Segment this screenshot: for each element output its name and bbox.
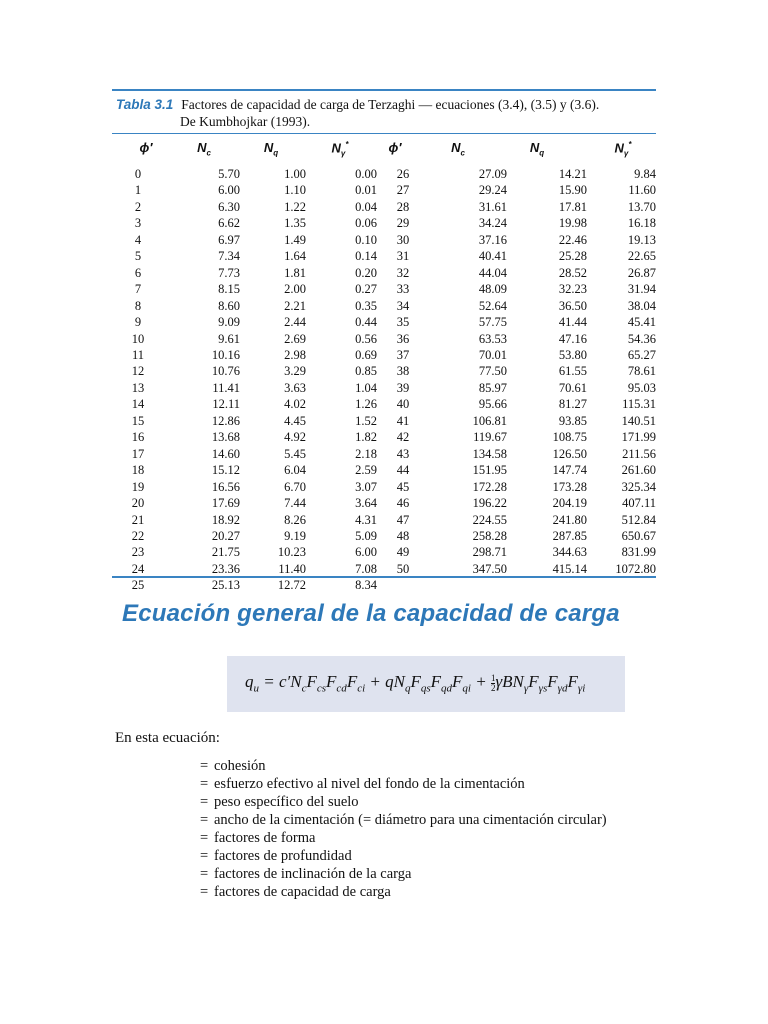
table-cell: 5.09 <box>355 528 377 543</box>
table-cell: 11.60 <box>628 183 656 198</box>
table-cell: 26.87 <box>627 265 656 280</box>
table-cell: 22.65 <box>627 249 656 264</box>
table-cell: 0.06 <box>355 216 377 231</box>
table-cell: 54.36 <box>627 331 656 346</box>
table-cell: 45.41 <box>627 315 656 330</box>
caption-line-2: De Kumbhojkar (1993). <box>180 114 311 129</box>
table-row <box>112 347 656 363</box>
bearing-capacity-formula: $q_u = c'N_cF_{cs}F_{cd}F_{ci} + qN_qF_{qs}F_{qd}F_{qi} + \frac{1}{2}$ $\gamma BN_\gamma F_{\gamma s}F_{\gamma d}F_{\gamma i}$ <box>245 672 586 695</box>
table-cell: 25.13 <box>211 578 240 593</box>
column-header-nq-2: $N_q$ <box>529 140 545 158</box>
table-cell: 44.04 <box>478 265 507 280</box>
table-cell: 36.50 <box>558 298 587 313</box>
table-cell: 40 <box>396 397 410 412</box>
table-row <box>112 232 656 248</box>
table-cell: 0.14 <box>355 249 377 264</box>
table-cell: 43 <box>396 446 410 461</box>
table-cell: 53.80 <box>558 347 587 362</box>
table-cell: 140.51 <box>621 413 656 428</box>
table-label: Tabla 3.1 <box>116 97 174 112</box>
table-cell: 29 <box>396 216 410 231</box>
table-cell: 38.04 <box>627 298 656 313</box>
table-cell: 1.00 <box>284 167 306 181</box>
table-cell: 14.21 <box>558 167 587 181</box>
table-cell: 34 <box>396 298 410 313</box>
table-cell: 2.00 <box>284 282 306 297</box>
table-cell <box>587 577 656 593</box>
table-cell: 70.01 <box>478 347 507 362</box>
table-row <box>112 314 656 330</box>
table-cell: 6.30 <box>218 199 240 214</box>
table-row <box>112 182 656 198</box>
section-heading: Ecuación general de la capacidad de carga <box>122 600 620 627</box>
table-cell: 115.31 <box>622 397 656 412</box>
table-cell: 17.69 <box>211 496 240 511</box>
table-row <box>112 281 656 297</box>
table-cell: 147.74 <box>552 463 587 478</box>
table-cell: 3 <box>134 216 142 231</box>
table-cell: 6.62 <box>218 216 240 231</box>
table-header-rule <box>112 133 656 134</box>
table-cell: 650.67 <box>621 528 656 543</box>
table-cell: 5.45 <box>284 446 306 461</box>
table-cell: 9.09 <box>218 315 240 330</box>
table-cell: 15 <box>131 413 145 428</box>
table-cell: 41 <box>396 413 410 428</box>
table-cell: 34.24 <box>478 216 507 231</box>
table-cell: 28.52 <box>558 265 587 280</box>
table-cell: 2.98 <box>284 347 306 362</box>
table-cell: 3.29 <box>284 364 306 379</box>
table-cell: 30 <box>396 232 410 247</box>
table-cell: 172.28 <box>472 479 507 494</box>
table-cell: 6.00 <box>218 183 240 198</box>
table-cell: 344.63 <box>552 545 587 560</box>
table-cell: 10.23 <box>277 545 306 560</box>
table-cell: 512.84 <box>621 512 656 527</box>
table-cell: 63.53 <box>478 331 507 346</box>
table-cell: 16 <box>131 430 145 445</box>
table-cell: 6.00 <box>355 545 377 560</box>
table-cell: 407.11 <box>622 496 656 511</box>
table-cell: 15.12 <box>211 463 240 478</box>
table-cell: 46 <box>396 496 410 511</box>
table-cell: 44 <box>396 463 410 478</box>
table-cell: 108.75 <box>552 430 587 445</box>
table-cell: 1.49 <box>284 232 306 247</box>
table-cell: 6.70 <box>284 479 306 494</box>
table-cell: 1.22 <box>284 199 306 214</box>
table-cell: 65.27 <box>627 347 656 362</box>
table-cell: 0.20 <box>355 265 377 280</box>
table-row <box>112 166 656 182</box>
table-cell: 7.44 <box>284 496 306 511</box>
table-cell: 0.10 <box>355 232 377 247</box>
table-cell: 134.58 <box>472 446 507 461</box>
table-cell: 17 <box>131 446 145 461</box>
table-cell: 33 <box>396 282 410 297</box>
column-header-nc-1: $N_c$ <box>197 140 211 158</box>
table-cell: 25.28 <box>558 249 587 264</box>
table-cell: 50 <box>396 561 410 576</box>
table-cell: 19 <box>131 479 145 494</box>
table-cell: 831.99 <box>621 545 656 560</box>
table-cell: 151.95 <box>472 463 507 478</box>
table-cell: 204.19 <box>552 496 587 511</box>
table-cell: 0.27 <box>355 282 377 297</box>
table-cell <box>377 577 429 593</box>
table-cell: 10.76 <box>211 364 240 379</box>
table-cell: 37 <box>396 347 410 362</box>
table-cell: 4.02 <box>284 397 306 412</box>
table-cell: 22 <box>131 528 145 543</box>
table-cell: 11 <box>131 347 145 362</box>
table-cell: 22.46 <box>558 232 587 247</box>
table-cell: 32 <box>396 265 410 280</box>
table-cell: 241.80 <box>552 512 587 527</box>
table-cell: 0.00 <box>355 167 377 181</box>
table-row <box>112 331 656 347</box>
table-row <box>112 577 656 593</box>
table-cell: 26 <box>396 167 410 181</box>
table-cell: 19.13 <box>627 232 656 247</box>
table-cell: 9.84 <box>634 167 656 181</box>
table-cell: 70.61 <box>558 380 587 395</box>
table-cell: 7.34 <box>218 249 240 264</box>
table-cell: 18.92 <box>211 512 240 527</box>
table-cell: 36 <box>396 331 410 346</box>
table-cell: 7.08 <box>355 561 377 576</box>
definition-text: peso específico del suelo <box>214 794 359 810</box>
table-cell: 31.94 <box>627 282 656 297</box>
table-cell: 42 <box>396 430 410 445</box>
table-cell: 24 <box>131 561 145 576</box>
definition-text: esfuerzo efectivo al nivel del fondo de la cimentación <box>214 776 525 792</box>
table-cell: 77.50 <box>478 364 507 379</box>
table-cell: 0.69 <box>355 347 377 362</box>
table-cell: 27 <box>396 183 410 198</box>
table-cell: 4.45 <box>284 413 306 428</box>
table-cell: 8.34 <box>355 578 377 593</box>
table-cell: 10.16 <box>211 347 240 362</box>
table-cell: 8 <box>134 298 142 313</box>
table-cell: 6 <box>134 265 142 280</box>
column-header-ngamma-2: $N_\gamma^*$ <box>614 140 632 158</box>
table-cell: 1.64 <box>284 249 306 264</box>
table-row <box>112 265 656 281</box>
table-cell: 1.04 <box>355 380 377 395</box>
table-cell: 13.70 <box>627 199 656 214</box>
table-cell: 13 <box>131 380 145 395</box>
table-cell: 35 <box>396 315 410 330</box>
table-cell: 126.50 <box>552 446 587 461</box>
table-cell: 10 <box>131 331 145 346</box>
table-cell: 8.60 <box>218 298 240 313</box>
table-cell: 25 <box>131 578 145 593</box>
table-row <box>112 544 656 560</box>
table-cell: 78.61 <box>627 364 656 379</box>
table-cell: 45 <box>396 479 410 494</box>
table-cell: 0.56 <box>355 331 377 346</box>
table-cell <box>429 577 507 593</box>
table-cell: 11.41 <box>212 380 240 395</box>
table-cell: 5 <box>134 249 142 264</box>
table-cell: 28 <box>396 199 410 214</box>
table-cell: 347.50 <box>472 561 507 576</box>
table-cell: 48.09 <box>478 282 507 297</box>
table-row <box>112 528 656 544</box>
table-cell: 0 <box>134 167 142 181</box>
table-cell: 52.64 <box>478 298 507 313</box>
table-cell: 39 <box>396 380 410 395</box>
table-cell: 0.04 <box>355 199 377 214</box>
table-cell: 16.56 <box>211 479 240 494</box>
table-cell: 7 <box>134 282 142 297</box>
table-cell: 20.27 <box>211 528 240 543</box>
table-row <box>112 561 656 577</box>
table-cell: 20 <box>131 496 145 511</box>
table-cell: 9 <box>134 315 142 330</box>
table-cell: 7.73 <box>218 265 240 280</box>
table-cell: 12 <box>131 364 145 379</box>
table-row <box>112 413 656 429</box>
table-cell: 61.55 <box>558 364 587 379</box>
table-row <box>112 479 656 495</box>
table-cell: 2.18 <box>355 446 377 461</box>
table-cell: 258.28 <box>472 528 507 543</box>
table-caption <box>116 96 656 130</box>
table-cell: 19.98 <box>558 216 587 231</box>
table-row <box>112 215 656 231</box>
table-cell: 1.82 <box>355 430 377 445</box>
table-cell: 18 <box>131 463 145 478</box>
table-cell: 21 <box>131 512 145 527</box>
table-cell: 287.85 <box>552 528 587 543</box>
table-cell: 12.72 <box>277 578 306 593</box>
table-row <box>112 495 656 511</box>
definition-text: factores de capacidad de carga <box>214 884 391 900</box>
table-cell: 1 <box>134 183 142 198</box>
table-cell: 6.97 <box>218 232 240 247</box>
formula-box <box>227 656 625 712</box>
table-cell: 12.11 <box>212 397 240 412</box>
table-cell: 4.92 <box>284 430 306 445</box>
table-row <box>112 380 656 396</box>
table-cell: 1.35 <box>284 216 306 231</box>
table-cell: 3.64 <box>355 496 377 511</box>
table-cell: 47.16 <box>558 331 587 346</box>
table-cell: 14.60 <box>211 446 240 461</box>
table-cell: 1072.80 <box>615 561 656 576</box>
table-cell: 93.85 <box>558 413 587 428</box>
column-header-nc-2: $N_c$ <box>451 140 465 158</box>
table-row <box>112 429 656 445</box>
table-cell: 17.81 <box>558 199 587 214</box>
table-cell: 23 <box>131 545 145 560</box>
table-cell: 8.15 <box>218 282 240 297</box>
table-cell: 48 <box>396 528 410 543</box>
table-cell: 21.75 <box>211 545 240 560</box>
table-cell: 2 <box>134 199 142 214</box>
table-cell: 2.59 <box>355 463 377 478</box>
table-cell: 196.22 <box>472 496 507 511</box>
table-cell: 38 <box>396 364 410 379</box>
table-cell: 11.40 <box>278 561 306 576</box>
table-cell <box>507 577 587 593</box>
table-bottom-rule <box>112 576 656 578</box>
table-cell: 325.34 <box>621 479 656 494</box>
table-cell: 95.66 <box>478 397 507 412</box>
table-cell: 119.67 <box>473 430 507 445</box>
table-row <box>112 396 656 412</box>
table-cell: 31 <box>396 249 410 264</box>
table-cell: 40.41 <box>478 249 507 264</box>
column-header-ngamma-1: $N_\gamma^*$ <box>331 140 349 158</box>
table-row <box>112 199 656 215</box>
table-cell: 2.21 <box>284 298 306 313</box>
table-row <box>112 248 656 264</box>
table-cell: 2.69 <box>284 331 306 346</box>
table-cell: 31.61 <box>478 199 507 214</box>
column-header-phi-1: ϕ′ <box>139 140 153 155</box>
table-cell: 3.07 <box>355 479 377 494</box>
table-cell: 4 <box>134 232 142 247</box>
table-cell: 1.10 <box>284 183 306 198</box>
table-cell: 4.31 <box>355 512 377 527</box>
table-cell: 171.99 <box>621 430 656 445</box>
table-row <box>112 512 656 528</box>
table-cell: 0.35 <box>355 298 377 313</box>
column-header-phi-2: ϕ′ <box>388 140 402 155</box>
column-header-nq-1: $N_q$ <box>263 140 279 158</box>
table-row <box>112 363 656 379</box>
table-cell: 2.44 <box>284 315 306 330</box>
table-cell: 1.26 <box>355 397 377 412</box>
table-cell: 415.14 <box>552 561 587 576</box>
table-row <box>112 462 656 478</box>
definition-text: factores de inclinación de la carga <box>214 866 412 882</box>
table-cell: 95.03 <box>627 380 656 395</box>
table-cell: 0.85 <box>355 364 377 379</box>
table-cell: 49 <box>396 545 410 560</box>
bearing-capacity-table <box>112 166 656 594</box>
caption-line-1: Factores de capacidad de carga de Terzaghi — ecuaciones (3.4), (3.5) y (3.6). <box>181 97 600 112</box>
definition-text: ancho de la cimentación (= diámetro para una cimentación circular) <box>214 812 607 828</box>
definition-text: cohesión <box>214 758 266 774</box>
table-cell: 41.44 <box>558 315 587 330</box>
definition-text: factores de profundidad <box>214 848 352 864</box>
table-cell: 6.04 <box>284 463 306 478</box>
table-cell: 9.61 <box>218 331 240 346</box>
table-cell: 29.24 <box>478 183 507 198</box>
definition-text: factores de forma <box>214 830 316 846</box>
table-cell: 81.27 <box>558 397 587 412</box>
table-cell: 8.26 <box>284 512 306 527</box>
table-cell: 47 <box>396 512 410 527</box>
table-cell: 211.56 <box>622 446 656 461</box>
table-cell: 5.70 <box>218 167 240 181</box>
table-row <box>112 446 656 462</box>
table-cell: 23.36 <box>211 561 240 576</box>
table-cell: 32.23 <box>558 282 587 297</box>
table-cell: 16.18 <box>627 216 656 231</box>
table-cell: 0.44 <box>355 315 377 330</box>
table-top-rule <box>112 89 656 91</box>
table-row <box>112 298 656 314</box>
table-cell: 173.28 <box>552 479 587 494</box>
table-cell: 15.90 <box>558 183 587 198</box>
definitions-intro: En esta ecuación: <box>115 730 220 746</box>
table-cell: 14 <box>131 397 145 412</box>
table-cell: 261.60 <box>621 463 656 478</box>
table-cell: 85.97 <box>478 380 507 395</box>
table-cell: 106.81 <box>472 413 507 428</box>
table-cell: 224.55 <box>472 512 507 527</box>
table-cell: 1.52 <box>355 413 377 428</box>
table-cell: 3.63 <box>284 380 306 395</box>
table-cell: 37.16 <box>478 232 507 247</box>
table-cell: 13.68 <box>211 430 240 445</box>
table-cell: 57.75 <box>478 315 507 330</box>
table-cell: 27.09 <box>478 167 507 181</box>
table-cell: 1.81 <box>284 265 306 280</box>
table-cell: 12.86 <box>211 413 240 428</box>
table-cell: 298.71 <box>472 545 507 560</box>
table-cell: 9.19 <box>284 528 306 543</box>
table-cell: 0.01 <box>355 183 377 198</box>
